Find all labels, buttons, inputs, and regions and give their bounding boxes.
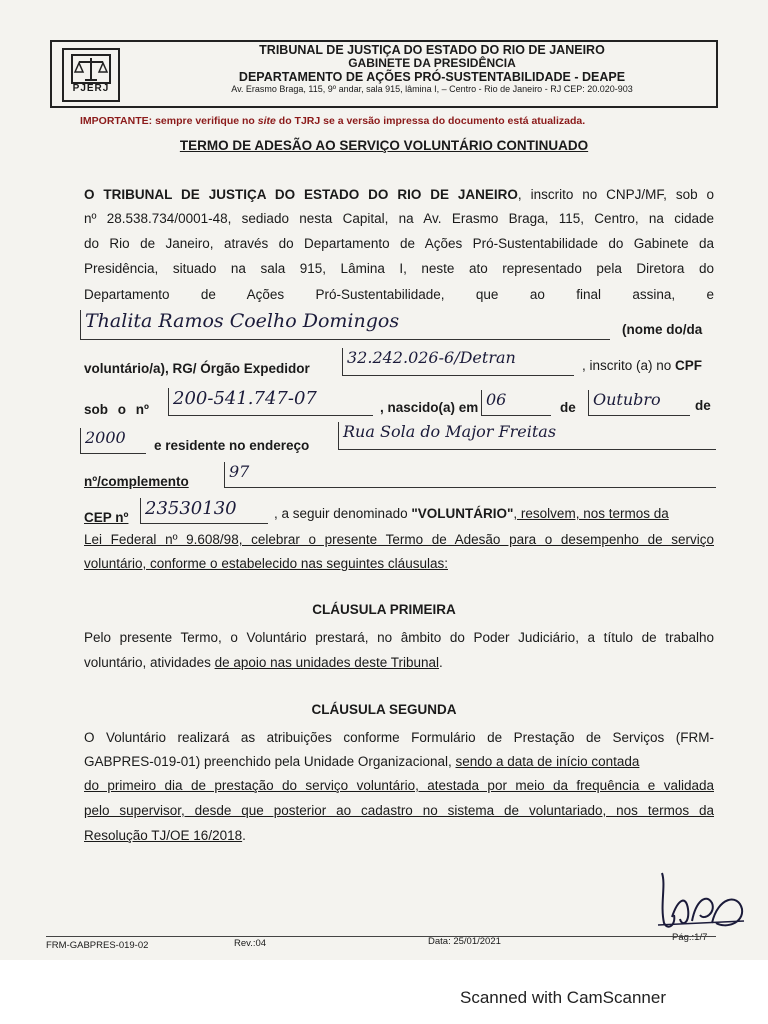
letterhead-box xyxy=(50,40,718,108)
clause-2-line-1: O Voluntário realizará as atribuições conforme Formulário de Prestação de Serviços (FRM- xyxy=(84,730,714,745)
clause-1-title: CLÁUSULA PRIMEIRA xyxy=(312,602,456,617)
intro-line-5: Departamento de Ações Pró-Sustentabilidade, que ao final assina, e xyxy=(84,287,714,302)
intro-line-1: O TRIBUNAL DE JUSTIÇA DO ESTADO DO RIO DE JANEIRO, inscrito no CNPJ/MF, sob o xyxy=(84,187,714,202)
rg-field[interactable]: 32.242.026-6/Detran xyxy=(342,348,574,376)
birth-month-field[interactable]: Outubro xyxy=(588,390,690,416)
notice-label: IMPORTANTE: xyxy=(80,115,153,127)
notice-site-word: site xyxy=(257,115,276,127)
born-label: , nascido(a) em xyxy=(380,400,479,415)
important-notice xyxy=(80,115,585,127)
law-line-2: voluntário, conforme o estabelecido nas seguintes cláusulas: xyxy=(84,556,448,571)
document-title: TERMO DE ADESÃO AO SERVIÇO VOLUNTÁRIO CONTINUADO xyxy=(179,138,589,153)
notice-text-b: do TJRJ se a versão impressa do documento está atualizada. xyxy=(278,115,586,127)
birth-year-field[interactable]: 2000 xyxy=(80,428,146,454)
scales-of-justice-icon xyxy=(71,54,111,84)
footer-date: Data: 25/01/2021 xyxy=(428,936,501,947)
footer-divider xyxy=(46,936,716,937)
cep-field[interactable]: 23530130 xyxy=(140,498,268,524)
cep-label: CEP nº xyxy=(84,510,129,525)
intro-line-4: Presidência, situado na sala 915, Lâmina I, neste ato representado pela Diretora do xyxy=(84,261,714,276)
cep-rest: , a seguir denominado "VOLUNTÁRIO", resolvem, nos termos da xyxy=(274,506,669,521)
footer-page-number: Pág.:1/7 xyxy=(672,932,708,943)
volunteer-name-field[interactable]: Thalita Ramos Coelho Domingos xyxy=(80,310,610,340)
clause-1-line-2: voluntário, atividades de apoio nas unidades deste Tribunal. xyxy=(84,655,443,670)
address-field[interactable]: Rua Sola do Major Freitas xyxy=(338,422,716,450)
sob-label: sob o nº xyxy=(84,402,149,417)
scanner-watermark: Scanned with CamScanner xyxy=(460,988,667,1007)
footer-form-code: FRM-GABPRES-019-02 xyxy=(46,940,149,951)
notice-text-a: sempre verifique no xyxy=(155,115,255,127)
clause-1-line-1: Pelo presente Termo, o Voluntário prestará, no âmbito do Poder Judiciário, a título de trabalho xyxy=(84,630,714,645)
rg-label: voluntário/a), RG/ Órgão Expedidor xyxy=(84,361,310,376)
handwritten-initials xyxy=(652,865,748,935)
de-label-2: de xyxy=(695,398,711,413)
complement-field[interactable]: 97 xyxy=(224,462,716,488)
cpf-label: , inscrito (a) no CPF xyxy=(582,358,703,373)
clause-2-line-4: pelo supervisor, desde que posterior ao cadastro no sistema de voluntariado, nos termos da xyxy=(84,803,714,818)
intro-line-2: nº 28.538.734/0001-48, sediado nesta Capital, na Av. Erasmo Braga, 115, Centro, na cidade xyxy=(84,211,714,226)
pjerj-logo xyxy=(62,48,120,102)
de-label-1: de xyxy=(560,400,576,415)
footer-revision: Rev.:04 xyxy=(234,938,267,949)
clause-2-line-3: do primeiro dia de prestação do serviço voluntário, atestada por meio da frequência e validada xyxy=(84,778,714,793)
intro-line-3: do Rio de Janeiro, através do Departamento de Ações Pró-Sustentabilidade do Gabinete da xyxy=(84,236,714,251)
department-name: DEPARTAMENTO DE AÇÕES PRÓ-SUSTENTABILIDADE - DEAPE xyxy=(238,70,626,84)
complement-label: nº/complemento xyxy=(84,474,189,489)
logo-text: PJERJ xyxy=(72,83,110,94)
address-label: e residente no endereço xyxy=(154,438,310,453)
clause-2-title: CLÁUSULA SEGUNDA xyxy=(311,702,457,717)
department-address: Av. Erasmo Braga, 115, 9º andar, sala 915, lâmina I, – Centro - Rio de Janeiro - RJ CEP: 20.020-903 xyxy=(231,84,633,94)
cpf-field[interactable]: 200-541.747-07 xyxy=(168,388,373,416)
office-name: GABINETE DA PRESIDÊNCIA xyxy=(348,56,516,70)
birth-day-field[interactable]: 06 xyxy=(481,390,551,416)
court-name: TRIBUNAL DE JUSTIÇA DO ESTADO DO RIO DE JANEIRO xyxy=(259,43,605,57)
clause-2-line-5: Resolução TJ/OE 16/2018. xyxy=(84,828,246,843)
law-line-1: Lei Federal nº 9.608/98, celebrar o presente Termo de Adesão para o desempenho de serviço xyxy=(84,532,714,547)
clause-2-line-2: GABPRES-019-01) preenchido pela Unidade Organizacional, sendo a data de início contada xyxy=(84,754,640,769)
name-label: (nome do/da xyxy=(622,322,703,337)
